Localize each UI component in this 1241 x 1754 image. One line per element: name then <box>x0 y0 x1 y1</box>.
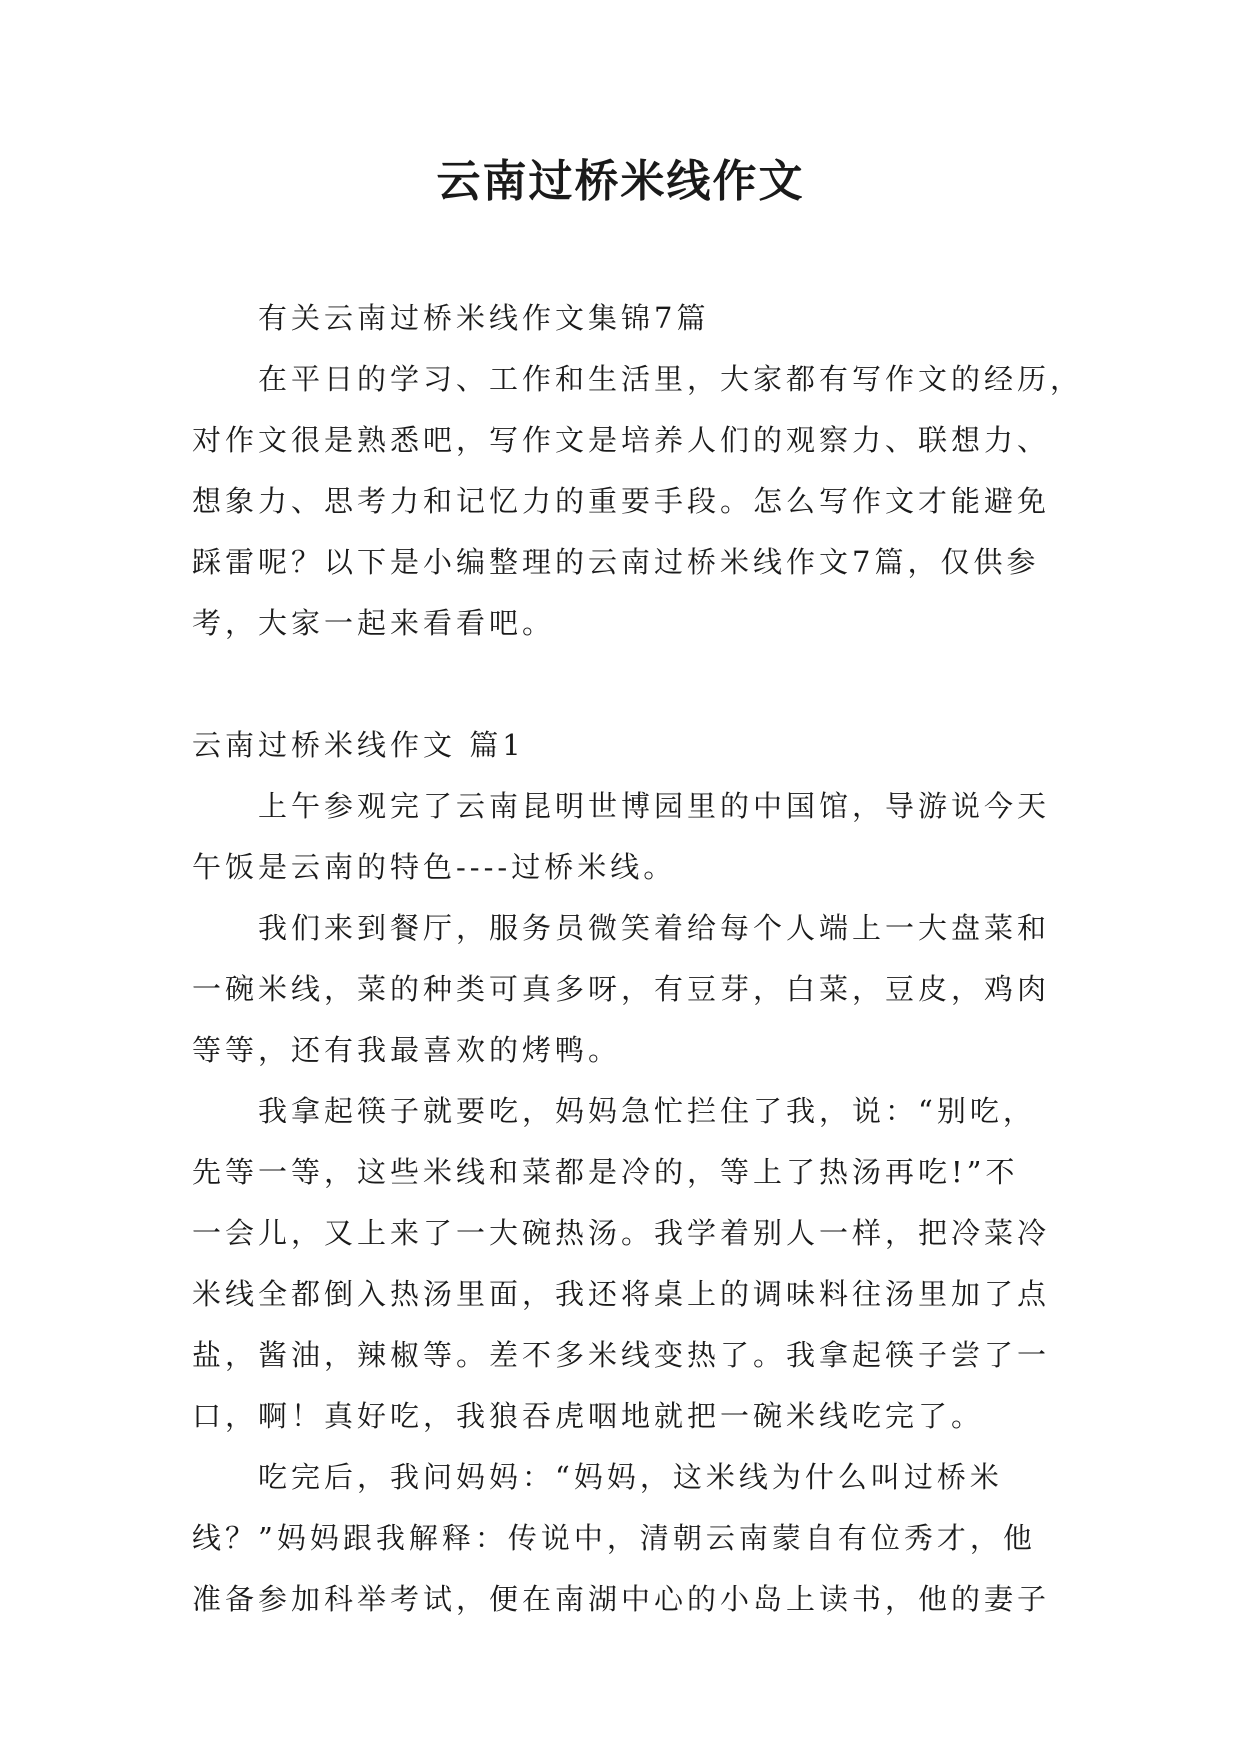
paragraph-line: 想象力、思考力和记忆力的重要手段。怎么写作文才能避免 <box>192 484 1051 518</box>
paragraph-line: 在平日的学习、工作和生活里，大家都有写作文的经历， <box>258 362 1084 396</box>
section-gap <box>192 654 1052 715</box>
paragraph-line: 吃完后，我问妈妈：“妈妈，这米线为什么叫过桥米 <box>258 1460 1003 1494</box>
paragraph-line: 考，大家一起来看看吧。 <box>192 606 556 640</box>
paragraph-line: 口，啊！真好吃，我狼吞虎咽地就把一碗米线吃完了。 <box>192 1399 985 1433</box>
paragraph-line: 准备参加科举考试，便在南湖中心的小岛上读书，他的妻子 <box>192 1582 1051 1616</box>
section-heading: 云南过桥米线作文 篇1 <box>192 728 525 762</box>
paragraph-line: 对作文很是熟悉吧，写作文是培养人们的观察力、联想力、 <box>192 423 1051 457</box>
paragraph-line: 盐，酱油，辣椒等。差不多米线变热了。我拿起筷子尝了一 <box>192 1338 1051 1372</box>
paragraph-line: 先等一等，这些米线和菜都是冷的，等上了热汤再吃!”不 <box>192 1155 1019 1189</box>
paragraph-line: 米线全都倒入热汤里面，我还将桌上的调味料往汤里加了点 <box>192 1277 1051 1311</box>
paragraph-line: 上午参观完了云南昆明世博园里的中国馆，导游说今天 <box>258 789 1051 823</box>
document-body <box>192 288 1084 1630</box>
paragraph-line: 我们来到餐厅，服务员微笑着给每个人端上一大盘菜和 <box>258 911 1051 945</box>
document-title: 云南过桥米线作文 <box>436 156 805 207</box>
paragraph-line: 线？”妈妈跟我解释：传说中，清朝云南蒙自有位秀才，他 <box>192 1521 1036 1555</box>
paragraph-line: 一会儿，又上来了一大碗热汤。我学着别人一样，把冷菜冷 <box>192 1216 1051 1250</box>
paragraph-line: 我拿起筷子就要吃，妈妈急忙拦住了我，说：“别吃， <box>258 1094 1036 1128</box>
paragraph-line: 等等，还有我最喜欢的烤鸭。 <box>192 1033 622 1067</box>
paragraph-line: 一碗米线，菜的种类可真多呀，有豆芽，白菜，豆皮，鸡肉 <box>192 972 1051 1006</box>
intro-heading: 有关云南过桥米线作文集锦7篇 <box>258 301 710 335</box>
paragraph-line: 午饭是云南的特色----过桥米线。 <box>192 850 677 884</box>
paragraph-line: 踩雷呢？以下是小编整理的云南过桥米线作文7篇，仅供参 <box>192 545 1040 579</box>
